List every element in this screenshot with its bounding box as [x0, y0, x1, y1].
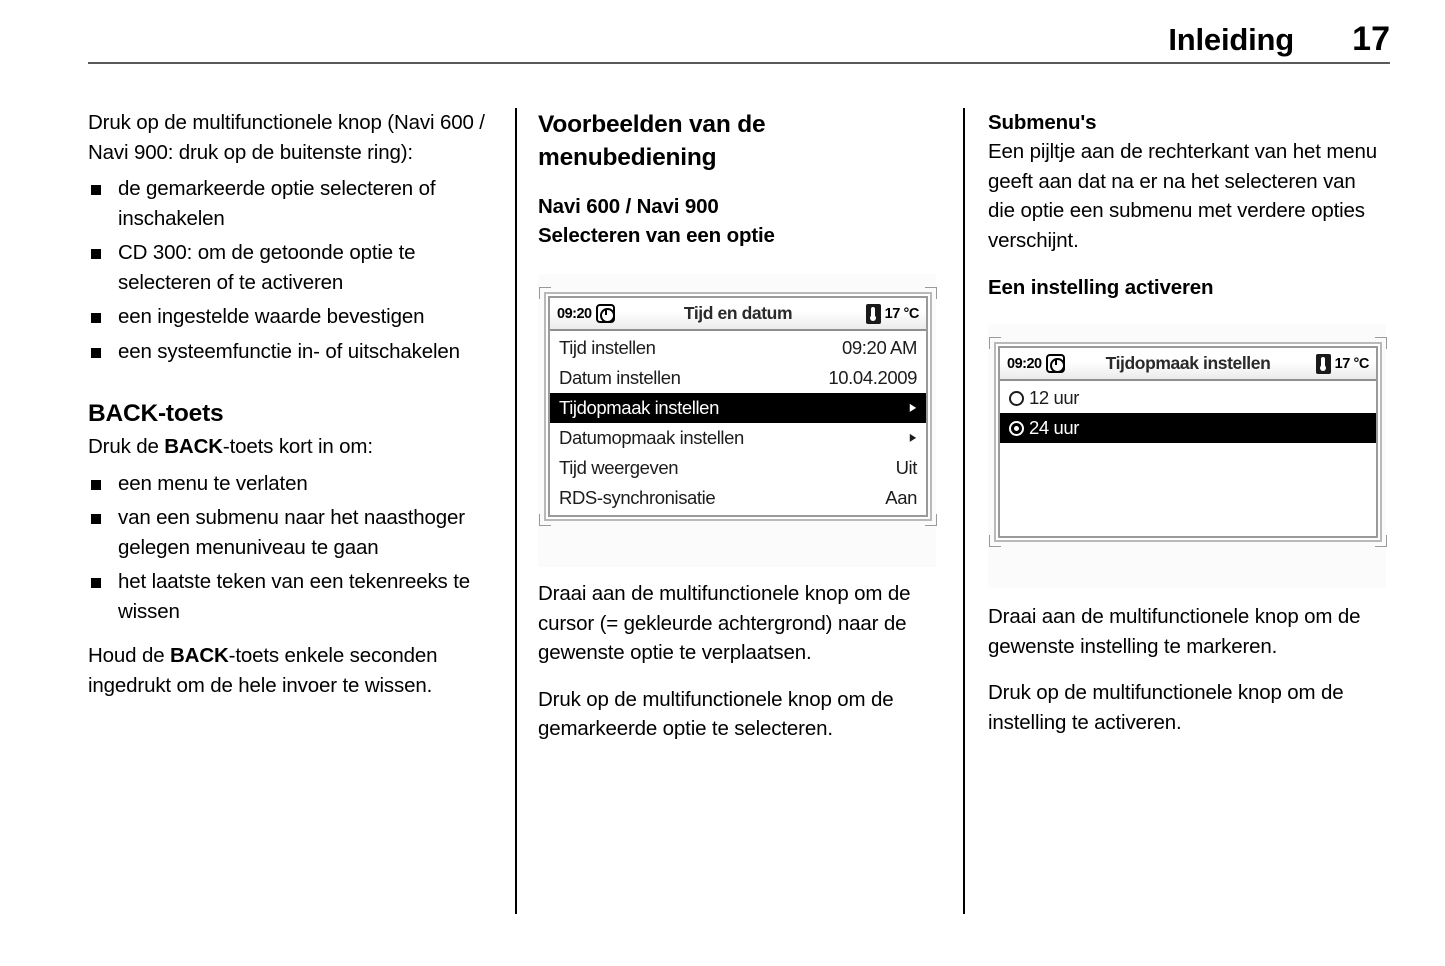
device-screenshot-time-and-date: [538, 274, 936, 567]
status-clock-group: [1007, 354, 1103, 373]
device-screenshot-time-format: [988, 324, 1386, 588]
bullet-text: van een submenu naar het naasthoger gelegen menuniveau te gaan: [118, 506, 465, 559]
device-status-bar: [1000, 348, 1376, 381]
back-key-outro: [88, 641, 486, 700]
clock-icon: [1046, 354, 1065, 373]
menu-item-label: Datumopmaak instellen: [559, 427, 744, 448]
navi-model-subheading: Navi 600 / Navi 900: [538, 195, 719, 218]
menu-item-datumopmaak-instellen[interactable]: [550, 423, 926, 453]
column-1: [88, 108, 486, 918]
radio-option-24-uur[interactable]: [1000, 413, 1376, 443]
column2-paragraph-2: Druk op de multifunctionele knop om de gemarkeerde optie te selecteren.: [538, 687, 894, 740]
select-option-subheading: Selecteren van een optie: [538, 224, 775, 247]
intro-bullet-list: [88, 174, 486, 366]
back-outro-post: -toets enkele seconden ingedrukt om de hele invoer te wissen.: [88, 644, 438, 697]
device-screen: [548, 296, 928, 517]
list-item: [88, 337, 486, 367]
crop-mark-top-left: [539, 287, 551, 299]
radio-option-label: 12 uur: [1029, 387, 1080, 408]
intro-paragraph: Druk op de multifunctionele knop (Navi 600 / Navi 900: druk op de buitenste ring):: [88, 111, 485, 164]
menu-item-label: Tijd weergeven: [559, 457, 679, 478]
menu-item-tijdopmaak-instellen[interactable]: [550, 393, 926, 423]
crop-mark-top-left: [989, 337, 1001, 349]
back-key-bullet-list: [88, 469, 486, 627]
list-item: [88, 302, 486, 332]
radio-option-label: 24 uur: [1029, 417, 1080, 438]
crop-mark-top-right: [925, 287, 937, 299]
spacer: [988, 255, 1386, 273]
menu-item-label: Tijdopmaak instellen: [559, 397, 719, 418]
device-screen-title: Tijd en datum: [683, 303, 793, 323]
device-option-list: [1000, 381, 1376, 536]
list-item: [88, 174, 486, 233]
thermometer-icon: [1316, 354, 1331, 374]
page-header: [88, 22, 1390, 84]
clock-icon: [596, 304, 615, 323]
status-temperature-group: [823, 304, 919, 324]
list-item: [88, 503, 486, 562]
column-2: [538, 108, 936, 918]
menu-item-rds-synchronisatie[interactable]: [550, 483, 926, 513]
radio-unselected-icon: [1009, 391, 1024, 406]
bullet-text: het laatste teken van een tekenreeks te wissen: [118, 570, 470, 623]
crop-mark-bottom-left: [539, 514, 551, 526]
column-divider-1: [515, 108, 517, 914]
list-item: [88, 238, 486, 297]
menu-item-label: Tijd instellen: [559, 337, 656, 358]
menu-item-value: 09:20 AM: [842, 337, 917, 358]
column-3: [988, 108, 1386, 918]
back-key-heading: BACK-toets: [88, 400, 224, 427]
radio-option-12-uur[interactable]: [1000, 383, 1376, 413]
thermometer-icon: [866, 304, 881, 324]
device-frame: [994, 342, 1382, 542]
status-time: 09:20: [1007, 355, 1042, 372]
crop-mark-top-right: [1375, 337, 1387, 349]
crop-mark-bottom-right: [925, 514, 937, 526]
column-divider-2: [963, 108, 965, 914]
device-screen-title: Tijdopmaak instellen: [1105, 353, 1271, 373]
status-time: 09:20: [557, 305, 592, 322]
menu-item-value: Aan: [885, 487, 917, 508]
device-status-bar: [550, 298, 926, 331]
device-menu-list: [550, 331, 926, 515]
status-clock-group: [557, 304, 653, 323]
back-intro-post: -toets kort in om:: [222, 435, 373, 458]
submenus-heading: Submenu's: [988, 111, 1097, 134]
status-temperature-group: [1273, 354, 1369, 374]
bullet-text: een ingestelde waarde bevestigen: [118, 305, 425, 328]
chevron-right-icon: ▸: [910, 429, 917, 446]
spacer: [88, 371, 486, 397]
menu-item-value: Uit: [895, 457, 917, 478]
header-rule: [88, 62, 1390, 64]
column3-paragraph-2: Druk op de multifunctionele knop om de instelling te activeren.: [988, 681, 1344, 734]
crop-mark-bottom-left: [989, 535, 1001, 547]
menu-item-tijd-instellen[interactable]: [550, 333, 926, 363]
device-frame: [544, 292, 932, 521]
bullet-text: een menu te verlaten: [118, 471, 308, 495]
column2-paragraph-1: Draai aan de multifunctionele knop om de cursor (= gekleurde achtergrond) naar de gewenste optie te verplaatsen.: [538, 582, 911, 664]
menu-item-tijd-weergeven[interactable]: [550, 453, 926, 483]
column3-paragraph-1: Draai aan de multifunctionele knop om de gewenste instelling te markeren.: [988, 605, 1361, 658]
content-columns: [88, 108, 1390, 918]
list-item: [88, 567, 486, 626]
status-temperature: 17 °C: [884, 305, 919, 322]
bullet-text: CD 300: om de getoonde optie te selecteren of te activeren: [118, 241, 416, 294]
list-item: [88, 469, 486, 499]
status-temperature: 17 °C: [1334, 355, 1369, 372]
crop-mark-bottom-right: [1375, 535, 1387, 547]
menu-item-datum-instellen[interactable]: [550, 363, 926, 393]
menu-item-label: RDS-synchronisatie: [559, 487, 716, 508]
page-number: 17: [1352, 20, 1390, 58]
back-intro-pre: Druk de: [88, 435, 165, 458]
back-outro-pre: Houd de: [88, 644, 171, 667]
spacer: [88, 631, 486, 641]
device-screen: [998, 346, 1378, 538]
menu-item-value: 10.04.2009: [828, 367, 917, 388]
submenus-paragraph: Een pijltje aan de rechterkant van het menu geeft aan dat na er na het selecteren van die optie een submenu met verdere opties verschijnt.: [988, 140, 1377, 252]
radio-selected-icon: [1009, 421, 1024, 436]
bullet-text: de gemarkeerde optie selecteren of inschakelen: [118, 177, 436, 230]
bullet-text: een systeemfunctie in- of uitschakelen: [118, 339, 460, 363]
menu-item-label: Datum instellen: [559, 367, 681, 388]
back-key-intro: [88, 432, 486, 462]
chevron-right-icon: ▸: [910, 399, 917, 416]
back-keyword: BACK: [170, 644, 229, 667]
page-title: Inleiding: [1168, 22, 1294, 57]
spacer: [538, 174, 936, 192]
activate-setting-subheading: Een instelling activeren: [988, 276, 1214, 299]
examples-heading: Voorbeelden van de menubediening: [538, 111, 766, 171]
back-keyword: BACK: [164, 435, 223, 458]
